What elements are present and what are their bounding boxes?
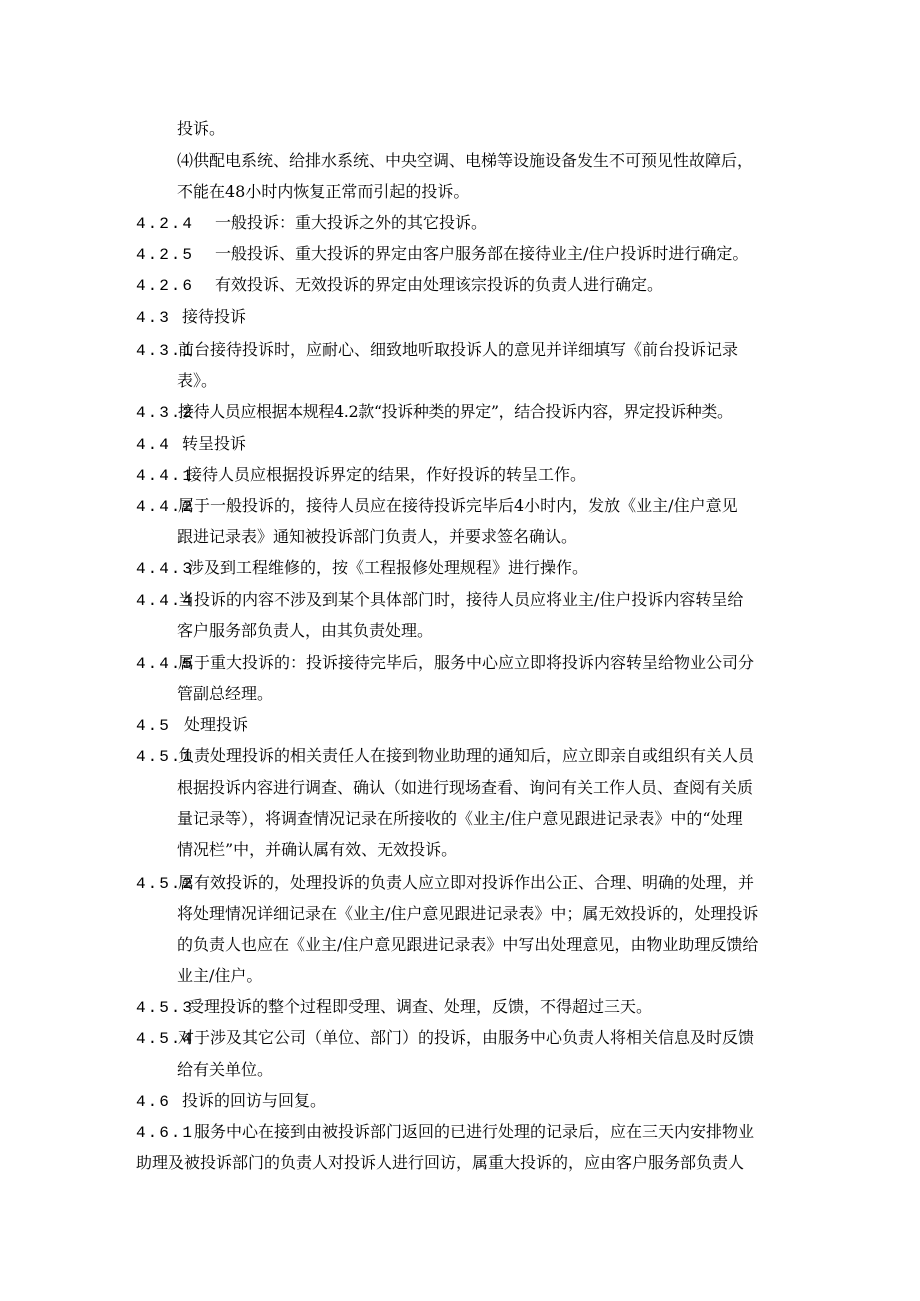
line-text: 业主/住户。 [177, 966, 263, 985]
clause-number: 4.6.1 [136, 1124, 195, 1142]
text-line [177, 1060, 273, 1080]
clause-line [136, 558, 588, 579]
section-number: 4.3 [136, 309, 171, 327]
text-line [177, 119, 225, 139]
clause-number: 4.2.5 [136, 246, 195, 264]
text-line [136, 1153, 744, 1173]
text-line [177, 778, 753, 798]
line-text: 表》。 [177, 371, 218, 390]
line-text: 受理投诉的整个过程即受理、调查、处理，反馈，不得超过三天。 [188, 997, 653, 1016]
line-text: 对于涉及其它公司（单位、部门）的投诉，由服务中心负责人将相关信息及时反馈 [178, 1028, 755, 1047]
line-text: 给有关单位。 [177, 1060, 274, 1079]
clause-number: 4.5.3 [136, 999, 195, 1017]
line-text: 前台接待投诉时，应耐心、细致地听取投诉人的意见并详细填写《前台投诉记录 [178, 340, 739, 359]
text-line [177, 527, 577, 547]
text-line [177, 809, 743, 829]
clause-line [136, 275, 663, 296]
line-text: 客户服务部负责人，由其负责处理。 [177, 621, 434, 640]
line-text: 涉及到工程维修的，按《工程报修处理规程》进行操作。 [188, 558, 589, 577]
clause-line [136, 402, 733, 423]
clause-number: 4.4.3 [136, 560, 195, 578]
text-line [177, 840, 457, 860]
clause-number: 4.4.4 [136, 592, 195, 610]
section-number: 4.6 [136, 1093, 171, 1111]
line-text: 属于一般投诉的，接待人员应在接待投诉完毕后4小时内，发放《业主/住户意见 [178, 496, 738, 515]
clause-line [136, 1028, 754, 1049]
line-text: 管副总经理。 [177, 684, 274, 703]
section-number: 4.5 [136, 717, 171, 735]
clause-line [136, 590, 743, 611]
clause-number: 4.5.4 [136, 1030, 195, 1048]
line-text: 接待人员应根据本规程4.2款“投诉种类的界定”，结合投诉内容，界定投诉种类。 [178, 402, 733, 421]
section-title: 投诉的回访与回复。 [182, 1091, 327, 1110]
clause-number: 4.3.2 [136, 404, 195, 422]
text-line [177, 966, 262, 986]
text-line [177, 151, 753, 171]
clause-number: 4.2.4 [136, 215, 195, 233]
clause-line [136, 1122, 754, 1143]
line-text: 量记录等），将调查情况记录在所接收的《业主/住户意见跟进记录表》中的“处理 [177, 809, 743, 828]
line-text: 的负责人也应在《业主/住户意见跟进记录表》中写出处理意见，由物业助理反馈给 [177, 935, 759, 954]
text-line [177, 182, 469, 202]
line-text: 不能在48小时内恢复正常而引起的投诉。 [177, 182, 470, 201]
section-heading [136, 434, 246, 455]
line-text: 根据投诉内容进行调查、确认（如进行现场查看、询问有关工作人员、查阅有关质 [177, 778, 754, 797]
line-text: 负责处理投诉的相关责任人在接到物业助理的通知后，应立即亲自或组织有关人员 [178, 746, 755, 765]
section-title: 处理投诉 [184, 715, 249, 734]
text-line [177, 621, 433, 641]
section-heading [136, 307, 246, 328]
line-text: 有效投诉、无效投诉的界定由处理该宗投诉的负责人进行确定。 [215, 275, 664, 294]
clause-number: 4.4.1 [136, 467, 195, 485]
section-heading [136, 1091, 326, 1112]
line-text: 当投诉的内容不涉及到某个具体部门时，接待人员应将业主/住户投诉内容转呈给 [178, 590, 744, 609]
clause-line [136, 496, 738, 517]
clause-line [136, 653, 754, 674]
clause-number: 4.5.2 [136, 875, 195, 893]
section-heading [136, 715, 248, 736]
line-text: 属有效投诉的，处理投诉的负责人应立即对投诉作出公正、合理、明确的处理，并 [178, 873, 755, 892]
clause-line [136, 244, 748, 265]
clause-line [136, 873, 754, 894]
line-text: 助理及被投诉部门的负责人对投诉人进行回访，属重大投诉的，应由客户服务部负责人 [136, 1153, 745, 1172]
clause-number: 4.4.2 [136, 498, 195, 516]
clause-number: 4.5.1 [136, 748, 195, 766]
line-text: 属于重大投诉的：投诉接待完毕后，服务中心应立即将投诉内容转呈给物业公司分 [178, 653, 755, 672]
text-line [177, 904, 758, 924]
text-line [177, 371, 217, 391]
line-text: ⑷供配电系统、给排水系统、中央空调、电梯等设施设备发生不可预见性故障后， [177, 151, 754, 170]
line-text: 一般投诉、重大投诉的界定由客户服务部在接待业主/住户投诉时进行确定。 [215, 244, 749, 263]
section-title: 接待投诉 [182, 307, 247, 326]
section-title: 转呈投诉 [182, 434, 247, 453]
clause-line [136, 340, 738, 361]
clause-line [136, 213, 487, 234]
clause-line [136, 997, 652, 1018]
line-text: 将处理情况详细记录在《业主/住户意见跟进记录表》中；属无效投诉的，处理投诉 [177, 904, 759, 923]
clause-number: 4.3.1 [136, 342, 195, 360]
clause-number: 4.4.5 [136, 655, 195, 673]
text-line [177, 935, 758, 955]
text-line [177, 684, 273, 704]
clause-line [136, 465, 586, 486]
line-text: 跟进记录表》通知被投诉部门负责人，并要求签名确认。 [177, 527, 578, 546]
line-text: 投诉。 [177, 119, 226, 138]
line-text: 一般投诉：重大投诉之外的其它投诉。 [215, 213, 488, 232]
clause-number: 4.2.6 [136, 277, 195, 295]
section-number: 4.4 [136, 436, 171, 454]
line-text: 情况栏”中，并确认属有效、无效投诉。 [177, 840, 458, 859]
line-text: 服务中心在接到由被投诉部门返回的已进行处理的记录后，应在三天内安排物业 [194, 1122, 755, 1141]
clause-line [136, 746, 754, 767]
line-text: 接待人员应根据投诉界定的结果，作好投诉的转呈工作。 [186, 465, 587, 484]
